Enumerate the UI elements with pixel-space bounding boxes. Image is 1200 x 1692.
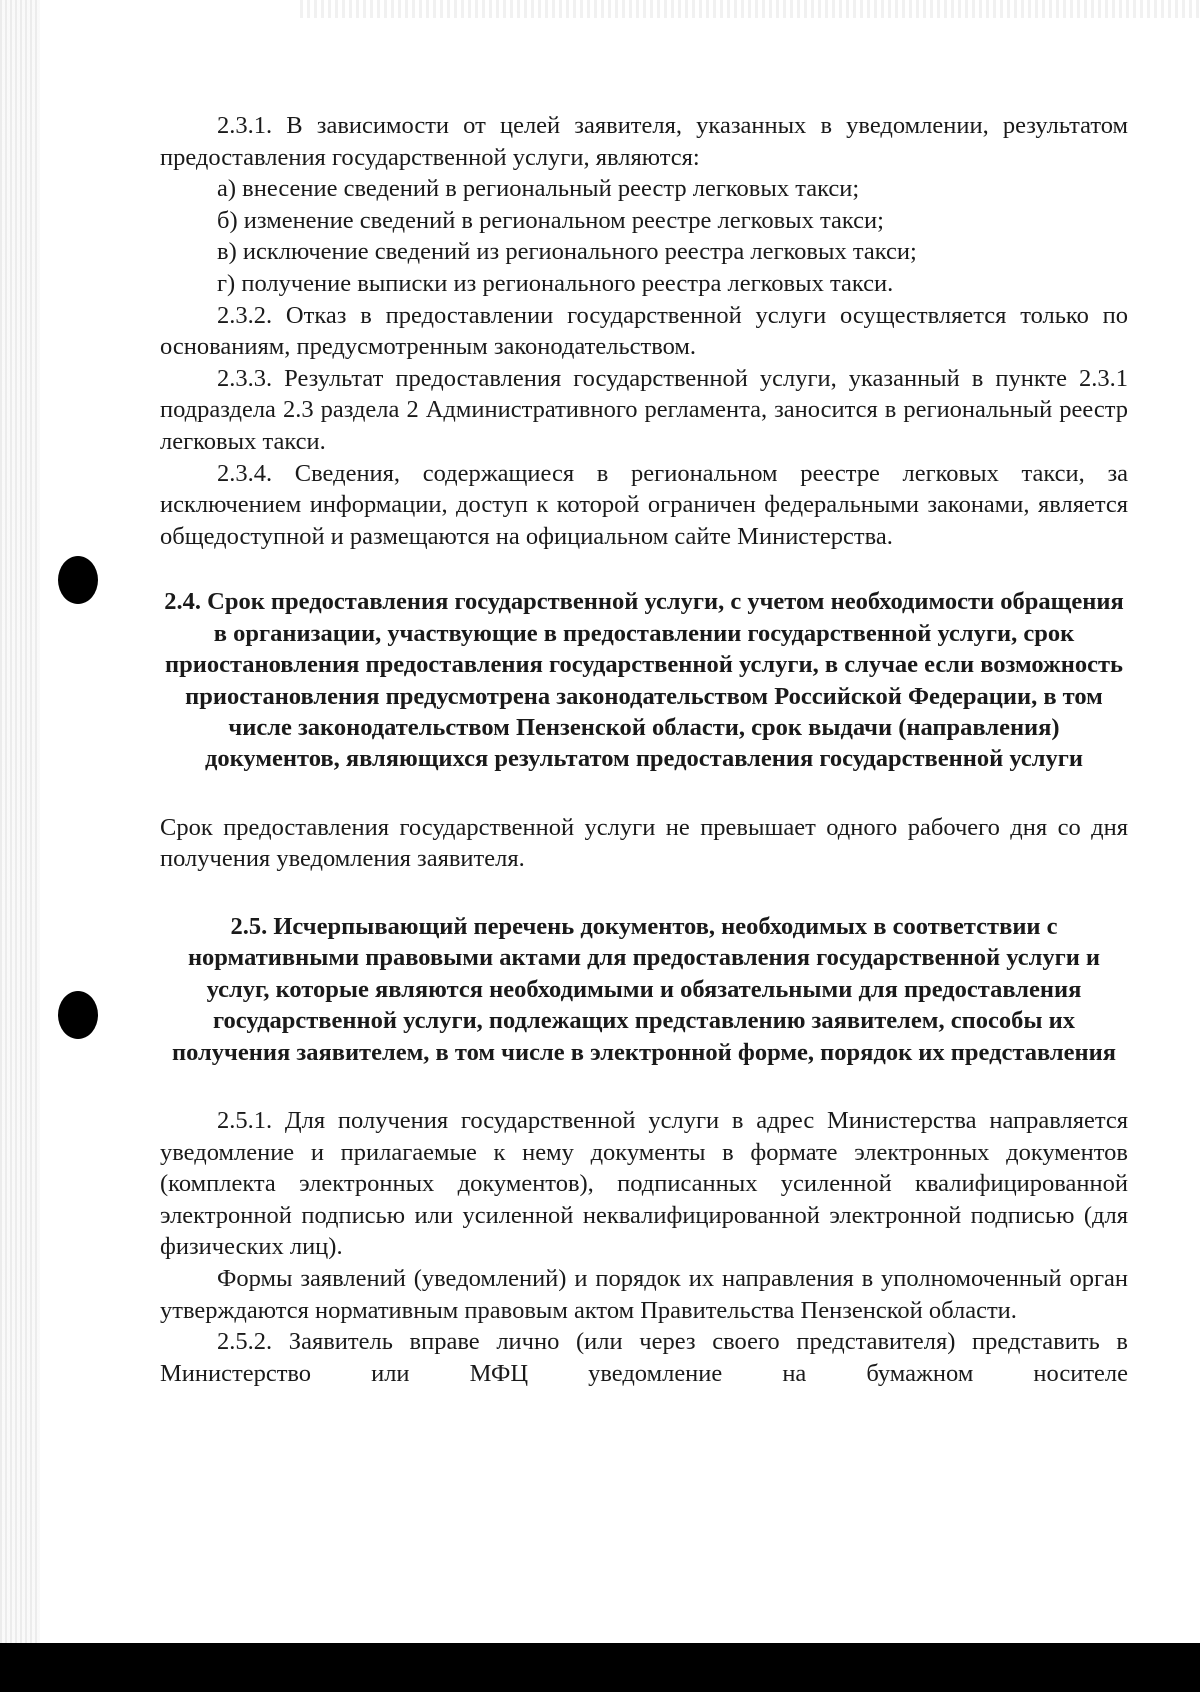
paragraph-2-3-4: 2.3.4. Сведения, содержащиеся в региональном реестре легковых такси, за исключением информации, доступ к которой ограничен федеральными законами, является общедоступной и размещаются на официальном сайте Министерства.	[160, 459, 1128, 550]
paragraph-forms: Формы заявлений (уведомлений) и порядок их направления в уполномоченный орган утверждаются нормативным правовым актом Правительства Пензенской области.	[160, 1264, 1128, 1324]
scan-edge-artifact	[0, 0, 40, 1692]
scan-bottom-band	[0, 1643, 1200, 1692]
punch-hole-mark	[58, 556, 98, 604]
section-heading-2-4: 2.4. Срок предоставления государственной услуги, с учетом необходимости обращения в организации, участвующие в предоставлении государственной услуги, срок приостановления предоставления государственной услуги, в случае если возможность приостановления предусмотрена законодательством Российской Федерации, в том числе законодательством Пензенской области, срок выдачи (направления) документов, являющихся результатом предоставления государственной услуги	[164, 588, 1124, 773]
list-item-g: г) получение выписки из регионального реестра легковых такси.	[217, 269, 894, 297]
section-heading-2-5: 2.5. Исчерпывающий перечень документов, необходимых в соответствии с нормативными правовыми актами для предоставления государственной услуги и услуг, которые являются необходимыми и обязательными для предоставления государственной услуги, подлежащих представлению заявителем, способы их получения заявителем, в том числе в электронной форме, порядок их представления	[172, 912, 1116, 1066]
document-page	[160, 110, 1128, 1389]
list-item-v: в) исключение сведений из регионального реестра легковых такси;	[217, 238, 917, 266]
paragraph-2-4-text: Срок предоставления государственной услуги не превышает одного рабочего дня со дня получения уведомления заявителя.	[160, 813, 1128, 873]
paragraph-2-3-1: 2.3.1. В зависимости от целей заявителя, указанных в уведомлении, результатом предоставления государственной услуги, являются:	[160, 112, 1128, 171]
paragraph-2-5-1: 2.5.1. Для получения государственной услуги в адрес Министерства направляется уведомление и прилагаемые к нему документы в формате электронных документов (комплекта электронных документов), подписанных усиленной квалифицированной электронной подписью или усиленной неквалифицированной электронной подписью (для физических лиц).	[160, 1106, 1128, 1261]
punch-hole-mark	[58, 991, 98, 1039]
paragraph-2-5-2: 2.5.2. Заявитель вправе лично (или через своего представителя) представить в Министерство или МФЦ уведомление на бумажном носителе	[160, 1328, 1128, 1387]
paragraph-2-3-2: 2.3.2. Отказ в предоставлении государственной услуги осуществляется только по основаниям, предусмотренным законодательством.	[160, 301, 1128, 361]
scan-top-artifact	[300, 0, 1200, 18]
list-item-a: а) внесение сведений в региональный реестр легковых такси;	[217, 175, 860, 203]
list-item-b: б) изменение сведений в региональном реестре легковых такси;	[217, 206, 884, 234]
paragraph-2-3-3: 2.3.3. Результат предоставления государственной услуги, указанный в пункте 2.3.1 подраздела 2.3 раздела 2 Административного регламента, заносится в региональный реестр легковых такси.	[160, 364, 1128, 455]
